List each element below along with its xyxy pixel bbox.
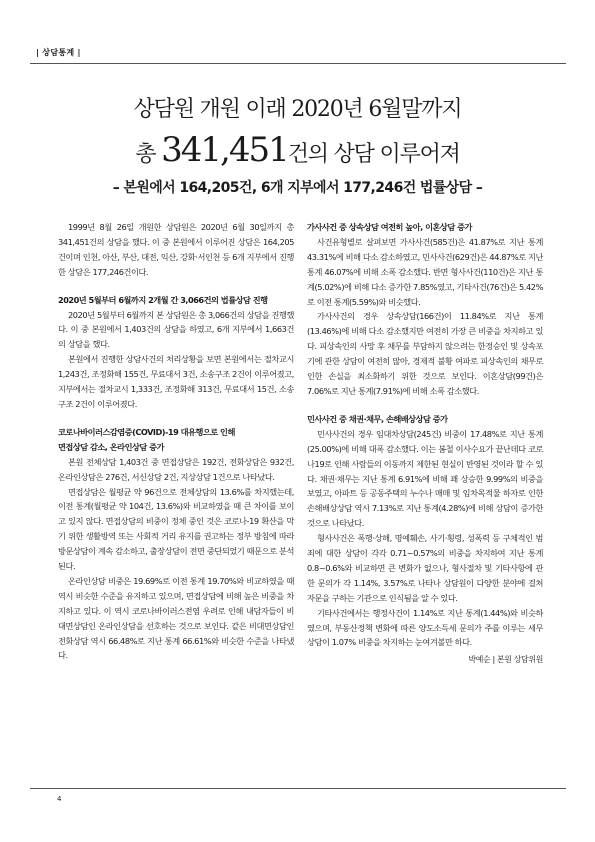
author-signature: 박예순 | 본원 상담위원 xyxy=(468,655,543,665)
section-label: | 상담통계 | xyxy=(36,48,81,57)
body-paragraph: 본원 전체상담 1,403건 중 면접상담은 192건, 전화상담은 932건, 온라인상담은 276건, 서신상담 2건, 지상상담 1건으로 나타났다. xyxy=(58,456,294,482)
section-heading-covid-line-2: 면접상담 감소, 온라인상담 증가 xyxy=(58,441,164,452)
section-heading-civil-cases: 민사사건 중 채권·채무, 손해배상상담 증가 xyxy=(307,413,448,424)
headline-line-2 xyxy=(0,130,595,170)
footer-divider xyxy=(30,788,566,789)
body-paragraph: 형사사건은 폭행·상해, 명예훼손, 사기·횡령, 성폭력 등 구체적인 범죄에 대한 상담이 각각 0.71~0.57%의 비중을 차지하여 지난 통계 0.8~0.6%와 비교하면 큰 변화가 없으나, 형사절차 및 기타사항에 관한 문의가 각 1.14%, 3.57%로 나타나 상담원이 다양한 분야에 걸쳐 자문을 구하는 기관으로 인식됨을 알 수 있다. xyxy=(307,533,543,603)
headline-prefix: 총 xyxy=(135,142,162,167)
body-paragraph: 2020년 5월부터 6월까지 본 상담원은 총 3,066건의 상담을 진행했다. 이 중 본원에서 1,403건의 상담을 하였고, 6개 지부에서 1,663건의 상담을 했다. xyxy=(58,309,294,350)
body-paragraph: 가사사건의 경우 상속상담(166건)이 11.84%로 지난 통계(13.46%)에 비해 다소 감소했지만 여전히 가장 큰 비중을 차지하고 있다. 피상속인의 사망 후 채무를 부담하지 않으려는 한정승인 및 상속포기에 관한 상담이 여전히 많아, 경제적 불황 여파로 피상속인의 채무로 인한 손실을 최소화하기 위한 것으로 보인다. 이혼상담(99건)은 7.06%로 지난 통계(7.91%)에 비해 소폭 감소했다. xyxy=(307,311,543,396)
subheadline: – 본원에서 164,205건, 6개 지부에서 177,246건 법률상담 – xyxy=(112,180,483,196)
headline-suffix: 건의 상담 이루어져 xyxy=(287,142,460,167)
left-column xyxy=(58,220,294,663)
body-paragraph: 온라인상담 비중은 19.69%로 이전 통계 19.70%와 비교하였을 때 역시 비슷한 수준을 유지하고 있으며, 면접상담에 비해 높은 비중을 차지하고 있다. 이 역시 코로나바이러스전염 우려로 인해 내담자들이 비대면상담인 온라인상담을 선호하는 것으로 보인다. 같은 비대면상담인 전화상담 역시 66.48%로 지난 통계 66.61%와 비슷한 수준을 나타냈다. xyxy=(58,575,294,661)
headline-total-number: 341,451 xyxy=(161,130,288,170)
body-paragraph: 본원에서 진행한 상담사건의 처리상황을 보면 본원에서는 절차교시 1,243건, 조정화해 155건, 무료대서 3건, 소송구조 2건이 이루어졌고, 지부에서는 절차교시 1,333건, 조정화해 313건, 무료대서 15건, 소송구조 2건이 이루어졌다. xyxy=(58,354,294,409)
section-heading-consult-count: 2020년 5월부터 6월까지 2개월 간 3,066건의 법률상담 진행 xyxy=(58,294,268,305)
headline-line-1: 상담원 개원 이래 2020년 6월말까지 xyxy=(133,97,462,122)
header-divider xyxy=(30,63,566,64)
section-heading-family-cases: 가사사건 중 상속상담 여전히 높아, 이혼상담 증가 xyxy=(307,222,472,232)
body-paragraph: 면접상담은 월평균 약 96건으로 전체상담의 13.6%를 차지했는데, 이전 통계(월평균 약 104건, 13.6%)와 비교하였을 때 큰 차이를 보이고 있지 않다. 면접상담의 비중이 정체 중인 것은 코로나-19 확산을 막기 위한 생활방역 또는 사회적 거리 유지를 권고하는 정부 방침에 따라 방문상담이 계속 감소하고, 출장상담이 전면 중단되었기 때문으로 분석된다. xyxy=(58,486,294,572)
body-paragraph: 기타사건에서는 행정사건이 1.14%로 지난 통계(1.44%)와 비슷하였으며, 부동산정책 변화에 따른 양도소득세 문의가 주를 이루는 세무 상담이 1.07% 비중을 차지하는 눈여겨볼만 하다. xyxy=(307,607,543,648)
section-heading-covid: 코로나바이러스감염증(COVID)-19 대유행으로 인해 xyxy=(58,426,235,437)
intro-paragraph: 1999년 8월 26일 개원한 상담원은 2020년 6월 30일까지 총 341,451건의 상담을 했다. 이 중 본원에서 이루어진 상담은 164,205건이며 인천, 아산, 부산, 대전, 익산, 강화·서인천 등 6개 지부에서 진행한 상담은 177,246건이다. xyxy=(58,222,294,277)
page-number: 4 xyxy=(57,795,62,803)
right-column xyxy=(307,220,543,668)
body-paragraph: 사건유형별로 살펴보면 가사사건(585건)은 41.87%로 지난 통계 43.31%에 비해 다소 감소하였고, 민사사건(629건)은 44.87%로 지난 통계 46.07%에 비해 소폭 감소했다. 반면 형사사건(110건)은 지난 통계(5.02%)에 비해 다소 증가한 7.85%였고, 기타사건(76건)은 5.42%로 이전 통계(5.59%)와 비슷했다. xyxy=(307,236,543,307)
body-paragraph: 민사사건의 경우 임대차상담(245건) 비중이 17.48%로 지난 통계(25.00%)에 비해 대폭 감소했다. 이는 봄철 이사수요가 끝난데다 코로나19로 인해 사람들의 이동까지 제한된 현실이 반영된 것이라 할 수 있다. 채권·채무는 지난 통계 6.91%에 비해 꽤 상승한 9.99%의 비중을 보였고, 아파트 등 공동주택의 누수나 매매 및 임차목적물 하자로 인한 손해배상상담 역시 7.13%로 지난 통계(4.28%)에 비해 상담이 증가한 것으로 나타났다. xyxy=(307,428,543,529)
